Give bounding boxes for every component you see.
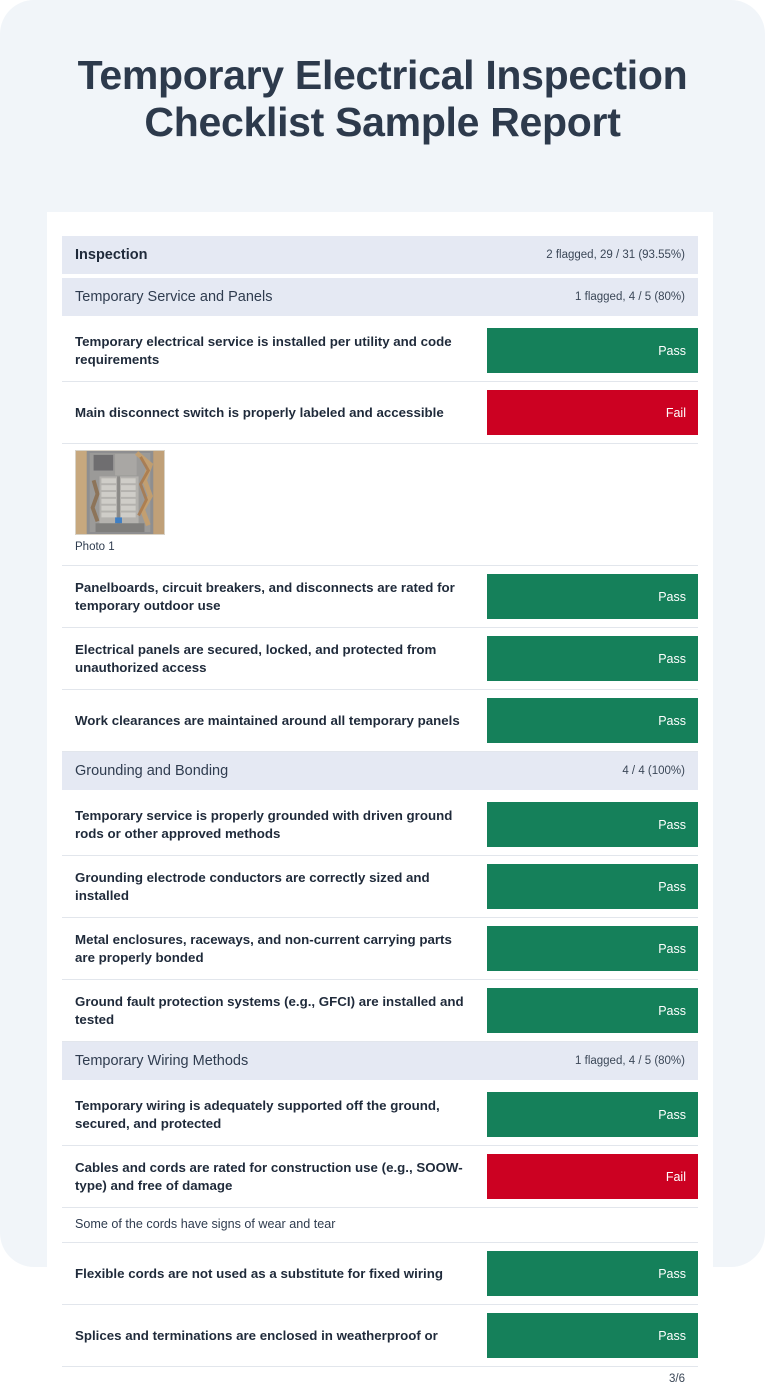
status-badge-pass[interactable]: Pass (487, 636, 698, 681)
checklist-item-row[interactable] (62, 628, 698, 690)
checklist-item-media (62, 444, 698, 566)
section-header-temporary-wiring-methods (62, 1042, 698, 1080)
checklist-item-label: Grounding electrode conductors are correctly sized and installed (75, 869, 430, 903)
group-header-summary: 2 flagged, 29 / 31 (93.55%) (546, 249, 685, 261)
checklist-item-row[interactable] (62, 856, 698, 918)
checklist-item-label: Metal enclosures, raceways, and non-current carrying parts are properly bonded (75, 931, 452, 965)
section-header-summary: 1 flagged, 4 / 5 (80%) (575, 1055, 685, 1067)
checklist-item-row[interactable] (62, 1084, 698, 1146)
checklist-item-label: Cables and cords are rated for construction use (e.g., SOOW-type) and free of damage (75, 1159, 463, 1193)
checklist-item-label: Temporary service is properly grounded with driven ground rods or other approved methods (75, 807, 453, 841)
photo-thumbnail-wrap[interactable] (75, 450, 165, 553)
checklist-item-label: Ground fault protection systems (e.g., GFCI) are installed and tested (75, 993, 464, 1027)
status-badge-pass[interactable]: Pass (487, 864, 698, 909)
page-number: 3/6 (669, 1373, 685, 1385)
section-header-title: Temporary Wiring Methods (75, 1053, 249, 1069)
status-badge-fail[interactable]: Fail (487, 1154, 698, 1199)
checklist-item-label: Panelboards, circuit breakers, and disconnects are rated for temporary outdoor use (75, 579, 455, 613)
checklist-item-label: Splices and terminations are enclosed in weatherproof or (75, 1327, 438, 1343)
status-badge-pass[interactable]: Pass (487, 802, 698, 847)
checklist-item-answer[interactable] (487, 980, 698, 1041)
checklist-item-label: Work clearances are maintained around all temporary panels (75, 712, 460, 728)
page-title (0, 0, 765, 145)
checklist-item-answer[interactable] (487, 794, 698, 855)
checklist-item-answer[interactable] (487, 1146, 698, 1207)
checklist-item-row[interactable] (62, 1243, 698, 1305)
group-header-title: Inspection (75, 247, 148, 263)
section-header-title: Temporary Service and Panels (75, 289, 273, 305)
checklist-item-note: Some of the cords have signs of wear and tear (62, 1208, 698, 1243)
checklist-item-answer[interactable] (487, 628, 698, 689)
checklist-item-answer[interactable] (487, 1084, 698, 1145)
checklist-item-row[interactable] (62, 566, 698, 628)
checklist-item-answer[interactable] (487, 382, 698, 443)
section-header-temporary-service-and-panels (62, 278, 698, 316)
checklist-item-row[interactable] (62, 1305, 698, 1367)
checklist-item-answer[interactable] (487, 1305, 698, 1366)
checklist-item-answer[interactable] (487, 690, 698, 751)
checklist-item-row[interactable] (62, 794, 698, 856)
section-header-title: Grounding and Bonding (75, 763, 229, 779)
photo-caption: Photo 1 (75, 541, 115, 553)
checklist-item-row[interactable] (62, 918, 698, 980)
electrical-panel-photo-icon[interactable] (75, 450, 165, 535)
checklist-item-label: Main disconnect switch is properly labeled and accessible (75, 404, 444, 420)
checklist-item-row[interactable] (62, 382, 698, 444)
status-badge-pass[interactable]: Pass (487, 1313, 698, 1358)
checklist-item-row[interactable] (62, 320, 698, 382)
status-badge-pass[interactable]: Pass (487, 1092, 698, 1137)
checklist-item-answer[interactable] (487, 918, 698, 979)
section-header-summary: 4 / 4 (100%) (622, 765, 685, 777)
checklist-item-label: Electrical panels are secured, locked, and protected from unauthorized access (75, 641, 437, 675)
status-badge-fail[interactable]: Fail (487, 390, 698, 435)
page-title-line-2: Checklist Sample Report (144, 98, 621, 145)
checklist-item-label: Flexible cords are not used as a substitute for fixed wiring (75, 1265, 443, 1281)
status-badge-pass[interactable]: Pass (487, 1251, 698, 1296)
checklist-item-answer[interactable] (487, 856, 698, 917)
section-header-summary: 1 flagged, 4 / 5 (80%) (575, 291, 685, 303)
group-header-inspection (62, 236, 698, 274)
checklist-item-answer[interactable] (487, 320, 698, 381)
section-header-grounding-and-bonding (62, 752, 698, 790)
status-badge-pass[interactable]: Pass (487, 926, 698, 971)
status-badge-pass[interactable]: Pass (487, 988, 698, 1033)
checklist-item-label: Temporary electrical service is installed per utility and code requirements (75, 333, 452, 367)
checklist-item-label: Temporary wiring is adequately supported off the ground, secured, and protected (75, 1097, 440, 1131)
report-sheet (47, 212, 713, 1399)
status-badge-pass[interactable]: Pass (487, 698, 698, 743)
checklist-item-answer[interactable] (487, 566, 698, 627)
checklist-item-row[interactable] (62, 690, 698, 752)
page-title-line-1: Temporary Electrical Inspection (77, 52, 688, 98)
status-badge-pass[interactable]: Pass (487, 328, 698, 373)
checklist-item-row[interactable] (62, 1146, 698, 1208)
status-badge-pass[interactable]: Pass (487, 574, 698, 619)
checklist-item-row[interactable] (62, 980, 698, 1042)
checklist-item-answer[interactable] (487, 1243, 698, 1304)
